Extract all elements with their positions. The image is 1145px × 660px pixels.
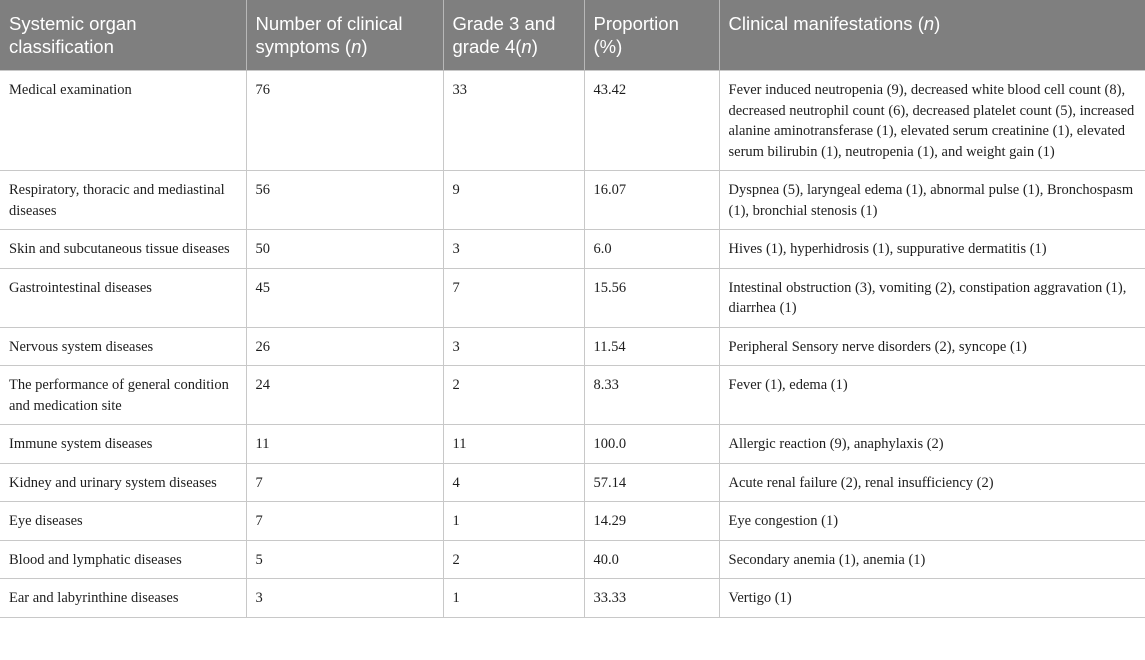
cell-organ: Blood and lymphatic diseases — [0, 540, 246, 579]
cell-organ: Immune system diseases — [0, 425, 246, 464]
table-row — [0, 540, 1145, 579]
table-row — [0, 230, 1145, 269]
header-organ-classification: Systemic organ classification — [0, 0, 246, 71]
cell-grade: 1 — [443, 579, 584, 618]
cell-organ: Skin and subcutaneous tissue diseases — [0, 230, 246, 269]
cell-grade: 4 — [443, 463, 584, 502]
cell-manifestations: Dyspnea (5), laryngeal edema (1), abnormal pulse (1), Bronchospasm (1), bronchial stenosis (1) — [719, 171, 1145, 230]
cell-proportion: 14.29 — [584, 502, 719, 541]
cell-organ: Kidney and urinary system diseases — [0, 463, 246, 502]
cell-grade: 2 — [443, 366, 584, 425]
header-grade-3-4: Grade 3 and grade 4(n) — [443, 0, 584, 71]
cell-symptoms: 26 — [246, 327, 443, 366]
cell-grade: 9 — [443, 171, 584, 230]
cell-manifestations: Allergic reaction (9), anaphylaxis (2) — [719, 425, 1145, 464]
cell-symptoms: 45 — [246, 268, 443, 327]
cell-grade: 11 — [443, 425, 584, 464]
table-row — [0, 171, 1145, 230]
cell-grade: 33 — [443, 71, 584, 171]
cell-proportion: 100.0 — [584, 425, 719, 464]
cell-proportion: 33.33 — [584, 579, 719, 618]
cell-grade: 1 — [443, 502, 584, 541]
table-row — [0, 327, 1145, 366]
table-header — [0, 0, 1145, 71]
cell-organ: Nervous system diseases — [0, 327, 246, 366]
cell-organ: Medical examination — [0, 71, 246, 171]
cell-symptoms: 3 — [246, 579, 443, 618]
cell-organ: Eye diseases — [0, 502, 246, 541]
cell-proportion: 8.33 — [584, 366, 719, 425]
table-row — [0, 366, 1145, 425]
cell-organ: The performance of general condition and medication site — [0, 366, 246, 425]
cell-grade: 3 — [443, 230, 584, 269]
cell-manifestations: Eye congestion (1) — [719, 502, 1145, 541]
cell-proportion: 57.14 — [584, 463, 719, 502]
cell-manifestations: Hives (1), hyperhidrosis (1), suppurative dermatitis (1) — [719, 230, 1145, 269]
table-row — [0, 425, 1145, 464]
cell-proportion: 43.42 — [584, 71, 719, 171]
table-row — [0, 502, 1145, 541]
cell-organ: Gastrointestinal diseases — [0, 268, 246, 327]
cell-proportion: 16.07 — [584, 171, 719, 230]
cell-symptoms: 7 — [246, 463, 443, 502]
cell-symptoms: 76 — [246, 71, 443, 171]
table-row — [0, 71, 1145, 171]
table-body — [0, 71, 1145, 618]
cell-manifestations: Peripheral Sensory nerve disorders (2), syncope (1) — [719, 327, 1145, 366]
cell-symptoms: 24 — [246, 366, 443, 425]
cell-manifestations: Fever induced neutropenia (9), decreased white blood cell count (8), decreased neutrophil count (6), decreased platelet count (5), increased alanine aminotransferase (1), elevated serum creatinine (1), elevated serum bilirubin (1), neutropenia (1), and weight gain (1) — [719, 71, 1145, 171]
cell-grade: 2 — [443, 540, 584, 579]
cell-symptoms: 5 — [246, 540, 443, 579]
cell-symptoms: 56 — [246, 171, 443, 230]
table-row — [0, 579, 1145, 618]
cell-proportion: 11.54 — [584, 327, 719, 366]
cell-organ: Respiratory, thoracic and mediastinal diseases — [0, 171, 246, 230]
cell-organ: Ear and labyrinthine diseases — [0, 579, 246, 618]
table-row — [0, 268, 1145, 327]
cell-manifestations: Secondary anemia (1), anemia (1) — [719, 540, 1145, 579]
cell-symptoms: 50 — [246, 230, 443, 269]
cell-grade: 3 — [443, 327, 584, 366]
header-proportion: Proportion (%) — [584, 0, 719, 71]
header-clinical-manifestations: Clinical manifestations (n) — [719, 0, 1145, 71]
cell-grade: 7 — [443, 268, 584, 327]
table-row — [0, 463, 1145, 502]
cell-manifestations: Intestinal obstruction (3), vomiting (2), constipation aggravation (1), diarrhea (1) — [719, 268, 1145, 327]
header-clinical-symptoms-count: Number of clinical symptoms (n) — [246, 0, 443, 71]
header-row — [0, 0, 1145, 71]
cell-manifestations: Fever (1), edema (1) — [719, 366, 1145, 425]
cell-manifestations: Vertigo (1) — [719, 579, 1145, 618]
cell-symptoms: 7 — [246, 502, 443, 541]
cell-proportion: 40.0 — [584, 540, 719, 579]
cell-symptoms: 11 — [246, 425, 443, 464]
cell-proportion: 6.0 — [584, 230, 719, 269]
cell-manifestations: Acute renal failure (2), renal insufficiency (2) — [719, 463, 1145, 502]
cell-proportion: 15.56 — [584, 268, 719, 327]
